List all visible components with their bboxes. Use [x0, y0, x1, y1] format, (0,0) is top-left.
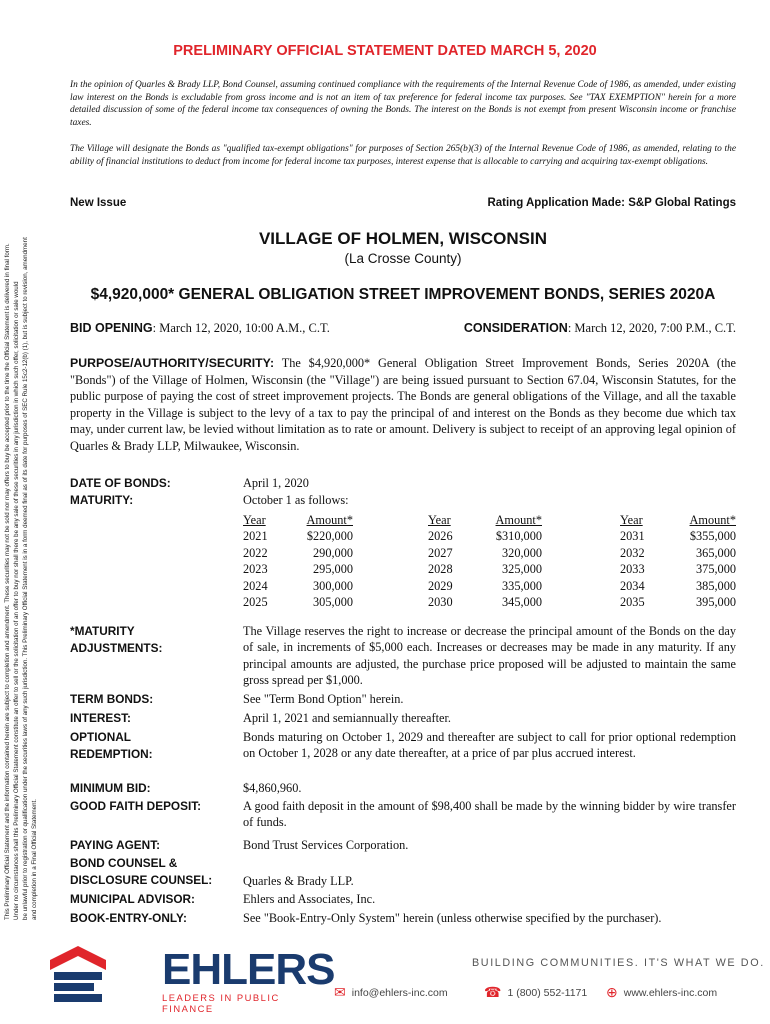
maturity-year: 2028 [428, 562, 453, 577]
good-faith-deposit-value: A good faith deposit in the amount of $98,400 shall be made by the winning bidder by wire transfer of funds. [243, 799, 736, 830]
envelope-icon: ✉ [334, 984, 346, 1000]
maturity-year: 2029 [428, 578, 453, 593]
maturity-year: 2033 [620, 562, 645, 577]
minimum-bid-value: $4,860,960. [243, 781, 302, 795]
bid-opening-value: : March 12, 2020, 10:00 A.M., C.T. [152, 321, 330, 335]
municipal-advisor-label: MUNICIPAL ADVISOR: [70, 892, 195, 906]
book-entry-value: See "Book-Entry-Only System" herein (unless otherwise specified by the purchaser). [243, 911, 662, 925]
optional-redemption-value: Bonds maturing on October 1, 2029 and thereafter are subject to call for prior optional redemption on October 1, 2028 or any date thereafter, at a price of par plus accrued interest. [243, 730, 736, 761]
maturity-amount: 335,000 [502, 578, 542, 593]
maturity-year: 2035 [620, 595, 645, 610]
book-entry-label: BOOK-ENTRY-ONLY: [70, 911, 187, 925]
year-header: Year [243, 513, 266, 527]
amount-header: Amount* [306, 513, 353, 527]
rating-label: Rating Application Made: S&P Global Ratings [487, 197, 736, 209]
municipal-advisor-value: Ehlers and Associates, Inc. [243, 892, 376, 906]
maturity-year: 2022 [243, 545, 268, 560]
phone-link[interactable]: 1 (800) 552-1171 [507, 986, 588, 999]
maturity-amount: 300,000 [313, 578, 353, 593]
year-header: Year [620, 513, 643, 527]
phone-contact[interactable] [484, 984, 587, 1001]
consideration-label: CONSIDERATION [463, 321, 568, 335]
maturity-amount: $310,000 [495, 529, 542, 544]
bond-counsel-value: Quarles & Brady LLP. [243, 874, 354, 888]
disclaimer-line: be unlawful prior to registration or qualification under the securities laws of any such jurisdiction. This Preliminary Official Statement is in a form deemed final as of its date for purposes of SEC Rule 15c2-12(b) (1), but is subject to revision, amendment [22, 237, 29, 920]
year-header: Year [428, 513, 451, 527]
new-issue-label: New Issue [70, 197, 127, 209]
bond-counsel-label: BOND COUNSEL & DISCLOSURE COUNSEL: [70, 856, 213, 887]
purpose-label: PURPOSE/AUTHORITY/SECURITY: [70, 356, 275, 370]
maturity-amount: 365,000 [696, 545, 736, 560]
maturity-year: 2024 [243, 578, 268, 593]
disclaimer-line: and completion in a Final Official Statement. [31, 799, 38, 920]
sidebar-disclaimer [3, 40, 59, 920]
web-link[interactable]: www.ehlers-inc.com [623, 986, 718, 999]
table-header-row [243, 512, 736, 528]
amount-header: Amount* [689, 513, 736, 527]
date-label: DATE OF BONDS: [70, 476, 171, 490]
slogan: BUILDING COMMUNITIES. IT'S WHAT WE DO. [472, 957, 765, 969]
minimum-bid-label: MINIMUM BID: [70, 781, 151, 795]
maturity-amount: 305,000 [313, 595, 353, 610]
maturity-table [243, 512, 736, 610]
term-bonds-label: TERM BONDS: [70, 692, 154, 706]
brand-name: EHLERS [162, 945, 335, 994]
good-faith-deposit-label: GOOD FAITH DEPOSIT: [70, 799, 202, 813]
consideration-value: : March 12, 2020, 7:00 P.M., C.T. [567, 321, 736, 335]
interest-value: April 1, 2021 and semiannually thereafter. [243, 711, 451, 725]
footer [0, 940, 770, 1024]
date-value: April 1, 2020 [243, 476, 309, 490]
maturity-year: 2031 [620, 529, 645, 544]
county-subtitle: (La Crosse County) [344, 251, 462, 266]
maturity-amount: 325,000 [502, 562, 542, 577]
interest-label: INTEREST: [70, 711, 131, 725]
brand-tagline: LEADERS IN PUBLIC FINANCE [162, 992, 280, 1014]
maturity-year: 2034 [620, 578, 645, 593]
paying-agent-label: PAYING AGENT: [70, 838, 161, 852]
page-header: PRELIMINARY OFFICIAL STATEMENT DATED MARCH 5, 2020 [173, 43, 597, 59]
issue-rating-row [70, 197, 736, 209]
phone-icon: ☎ [484, 984, 502, 1000]
term-bonds-value: See "Term Bond Option" herein. [243, 692, 404, 706]
globe-icon: ⊕ [606, 984, 618, 1000]
maturity-amount: $220,000 [306, 529, 353, 544]
bid-consideration-row [70, 321, 736, 336]
disclaimer-line: Under no circumstances shall this Preliminary Official Statement constitute an offer to sell or the solicitation of an offer to buy nor shall there be any sale of these securities in any jurisdiction in which such offer, solicitation or sale would [13, 281, 20, 920]
amount-header: Amount* [495, 513, 542, 527]
maturity-amount: 345,000 [502, 595, 542, 610]
purpose-paragraph [70, 355, 736, 455]
maturity-year: 2025 [243, 595, 268, 610]
tax-opinion-paragraph: In the opinion of Quarles & Brady LLP, Bond Counsel, assuming continued compliance with the requirements of the Internal Revenue Code of 1986, as amended, under existing law interest on the Bonds is excludable from gross income and is not an item of tax preference for federal income tax purposes. See "TAX EXEMPTION" herein for a more detailed discussion of some of the federal income tax consequences of owning the Bonds. The interest on the Bonds is not exempt from present Wisconsin income or franchise taxes. [70, 80, 736, 128]
paying-agent-value: Bond Trust Services Corporation. [243, 838, 409, 852]
issuer-title: VILLAGE OF HOLMEN, WISCONSIN [258, 229, 548, 248]
optional-redemption-label: OPTIONAL REDEMPTION: [70, 730, 153, 761]
maturity-year: 2021 [243, 529, 268, 544]
purpose-text: The $4,920,000* General Obligation Street Improvement Bonds, Series 2020A (the "Bonds") of the Village of Holmen, Wisconsin (the "Village") are being issued pursuant to Section 67.04, Wisconsin Statutes, for the public purpose of paying the cost of street improvement projects. The Bonds are general obligations of the Village, and all the taxable property in the Village is subject to the levy of a tax to pay the principal of and interest on the Bonds as they become due which tax may, under current law, be levied without limitation as to rate or amount. Delivery is subject to receipt of an approving legal opinion of Quarles & Brady LLP, Milwaukee, Wisconsin. [70, 356, 736, 453]
table-row [243, 528, 736, 544]
table-row [243, 545, 736, 561]
qualified-obligations-paragraph: The Village will designate the Bonds as "qualified tax-exempt obligations" for purposes of Section 265(b)(3) of the Internal Revenue Code of 1986, as amended, relating to the ability of financial institutions to deduct from income for federal income tax purposes, interest expense that is allocable to carrying and acquiring tax-exempt obligations. [70, 144, 736, 167]
bid-opening-label: BID OPENING [70, 321, 153, 335]
ehlers-mark-icon [50, 946, 106, 1002]
maturity-value: October 1 as follows: [243, 493, 349, 507]
maturity-adjustments-label: *MATURITY ADJUSTMENTS: [70, 624, 163, 655]
maturity-year: 2026 [428, 529, 453, 544]
maturity-amount: $355,000 [689, 529, 736, 544]
web-contact[interactable] [606, 984, 717, 1001]
maturity-amount: 395,000 [696, 595, 736, 610]
table-row [243, 578, 736, 594]
maturity-amount: 320,000 [502, 545, 542, 560]
email-contact[interactable] [334, 984, 448, 1001]
maturity-year: 2030 [428, 595, 453, 610]
table-row [243, 594, 736, 610]
disclaimer-line: This Preliminary Official Statement and the information contained herein are subject to completion and amendment. These securities may not be sold nor may offers to buy be accepted prior to the time the Official Statement is delivered in final form. [4, 243, 11, 920]
maturity-amount: 290,000 [313, 545, 353, 560]
maturity-amount: 385,000 [696, 578, 736, 593]
maturity-label: MATURITY: [70, 493, 134, 507]
ehlers-logo [50, 940, 335, 1014]
maturity-year: 2032 [620, 545, 645, 560]
maturity-year: 2023 [243, 562, 268, 577]
maturity-amount: 295,000 [313, 562, 353, 577]
maturity-year: 2027 [428, 545, 453, 560]
maturity-adjustments-value: The Village reserves the right to increase or decrease the principal amount of the Bonds on the day of sale, in increments of $5,000 each. Increases or decreases may be made in any maturity. If any principal amounts are adjusted, the purchase price proposed will be adjusted to maintain the same gross spread per $1,000. [243, 624, 736, 688]
email-link[interactable]: info@ehlers-inc.com [351, 986, 448, 999]
maturity-amount: 375,000 [696, 562, 736, 577]
bond-title: $4,920,000* GENERAL OBLIGATION STREET IMPROVEMENT BONDS, SERIES 2020A [90, 286, 716, 303]
table-row [243, 561, 736, 577]
